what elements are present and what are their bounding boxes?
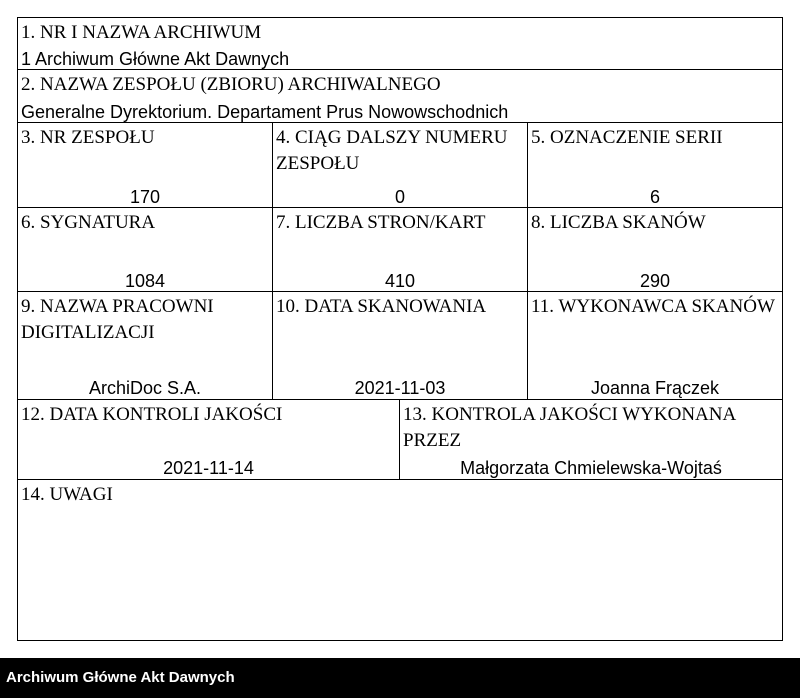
- fonds-name-cell: [17, 69, 783, 123]
- fonds-no-label: 3. NR ZESPOŁU: [21, 127, 155, 148]
- fonds-cont-value: 0: [394, 187, 405, 207]
- fonds-name-label: 2. NAZWA ZESPOŁU (ZBIORU) ARCHIWALNEGO: [21, 74, 441, 95]
- fonds-no-cell: [17, 122, 273, 208]
- footer-bar: [0, 658, 800, 698]
- signature-value: 1084: [124, 271, 166, 291]
- qc-date-value: 2021-11-14: [163, 458, 254, 478]
- notes-cell: [17, 479, 783, 641]
- pages-label: 7. LICZBA STRON/KART: [276, 212, 486, 233]
- series-cell: [527, 122, 783, 208]
- notes-label: 14. UWAGI: [21, 484, 113, 505]
- pages-value: 410: [384, 271, 416, 291]
- signature-label: 6. SYGNATURA: [21, 212, 156, 233]
- qc-date-label: 12. DATA KONTROLI JAKOŚCI: [21, 404, 283, 425]
- scanner-cell: [527, 291, 783, 400]
- fonds-no-value: 170: [129, 187, 161, 207]
- qc-by-cell: [399, 399, 783, 480]
- scans-label: 8. LICZBA SKANÓW: [531, 212, 706, 233]
- scans-cell: [527, 207, 783, 292]
- qc-by-label: 13. KONTROLA JAKOŚCI WYKONANA PRZEZ: [403, 404, 736, 451]
- signature-cell: [17, 207, 273, 292]
- fonds-cont-cell: [272, 122, 528, 208]
- metric-form: [17, 17, 783, 641]
- archive-label: 1. NR I NAZWA ARCHIWUM: [21, 22, 262, 43]
- fonds-name-value: Generalne Dyrektorium. Departament Prus Nowowschodnich: [21, 102, 509, 122]
- scan-date-value: 2021-11-03: [354, 378, 446, 398]
- scanner-label: 11. WYKONAWCA SKANÓW: [531, 296, 775, 317]
- scans-value: 290: [639, 271, 671, 291]
- scan-date-label: 10. DATA SKANOWANIA: [276, 296, 487, 317]
- footer-text: Archiwum Główne Akt Dawnych: [6, 669, 235, 686]
- archive-cell: [17, 17, 783, 70]
- archive-value: 1 Archiwum Główne Akt Dawnych: [21, 49, 290, 69]
- series-value: 6: [649, 187, 660, 207]
- qc-by-value: Małgorzata Chmielewska-Wojtaś: [460, 458, 722, 478]
- studio-value: ArchiDoc S.A.: [88, 378, 202, 398]
- scanner-value: Joanna Frączek: [590, 378, 720, 398]
- fonds-cont-label: 4. CIĄG DALSZY NUMERU ZESPOŁU: [276, 127, 508, 174]
- qc-date-cell: [17, 399, 400, 480]
- studio-label: 9. NAZWA PRACOWNI DIGITALIZACJI: [21, 296, 214, 343]
- series-label: 5. OZNACZENIE SERII: [531, 127, 723, 148]
- scan-date-cell: [272, 291, 528, 400]
- pages-cell: [272, 207, 528, 292]
- studio-cell: [17, 291, 273, 400]
